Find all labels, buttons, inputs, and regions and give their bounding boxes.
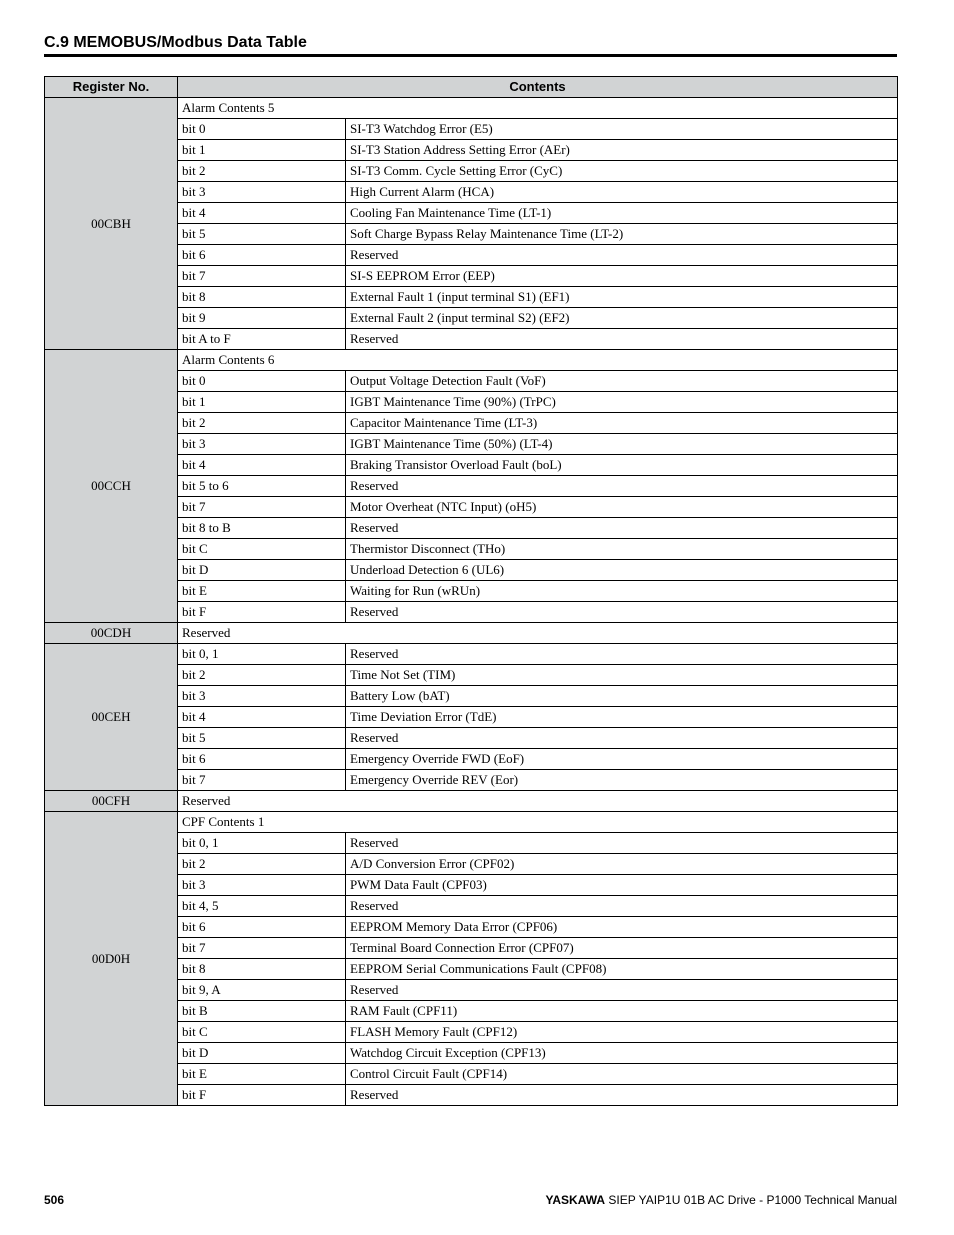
bit-cell: bit 7 xyxy=(178,938,346,959)
contents-cell: Reserved xyxy=(178,623,898,644)
bit-cell: bit 4 xyxy=(178,455,346,476)
description-cell: SI-S EEPROM Error (EEP) xyxy=(346,266,898,287)
bit-cell: bit 5 to 6 xyxy=(178,476,346,497)
description-cell: Reserved xyxy=(346,644,898,665)
description-cell: Emergency Override REV (Eor) xyxy=(346,770,898,791)
description-cell: A/D Conversion Error (CPF02) xyxy=(346,854,898,875)
bit-cell: bit 4, 5 xyxy=(178,896,346,917)
bit-cell: bit F xyxy=(178,602,346,623)
description-cell: Motor Overheat (NTC Input) (oH5) xyxy=(346,497,898,518)
group-title-row xyxy=(45,98,898,119)
bit-cell: bit 9, A xyxy=(178,980,346,1001)
bit-cell: bit C xyxy=(178,1022,346,1043)
description-cell: Emergency Override FWD (EoF) xyxy=(346,749,898,770)
bit-cell: bit 1 xyxy=(178,392,346,413)
bit-cell: bit 8 to B xyxy=(178,518,346,539)
bit-cell: bit F xyxy=(178,1085,346,1106)
description-cell: Time Not Set (TIM) xyxy=(346,665,898,686)
description-cell: Soft Charge Bypass Relay Maintenance Time (LT-2) xyxy=(346,224,898,245)
bit-cell: bit 5 xyxy=(178,224,346,245)
bit-cell: bit 2 xyxy=(178,161,346,182)
bit-cell: bit 8 xyxy=(178,959,346,980)
register-cell: 00CBH xyxy=(45,98,178,350)
register-column-header: Register No. xyxy=(45,77,178,98)
group-title-cell: CPF Contents 1 xyxy=(178,812,898,833)
table-body xyxy=(45,98,898,1106)
description-cell: IGBT Maintenance Time (50%) (LT-4) xyxy=(346,434,898,455)
description-cell: SI-T3 Station Address Setting Error (AEr) xyxy=(346,140,898,161)
table-header-row xyxy=(45,77,898,98)
description-cell: Braking Transistor Overload Fault (boL) xyxy=(346,455,898,476)
bit-cell: bit C xyxy=(178,539,346,560)
bit-cell: bit 3 xyxy=(178,434,346,455)
description-cell: Battery Low (bAT) xyxy=(346,686,898,707)
description-cell: Capacitor Maintenance Time (LT-3) xyxy=(346,413,898,434)
group-title-cell: Alarm Contents 5 xyxy=(178,98,898,119)
register-cell: 00CCH xyxy=(45,350,178,623)
description-cell: IGBT Maintenance Time (90%) (TrPC) xyxy=(346,392,898,413)
description-cell: Reserved xyxy=(346,896,898,917)
description-cell: High Current Alarm (HCA) xyxy=(346,182,898,203)
description-cell: FLASH Memory Fault (CPF12) xyxy=(346,1022,898,1043)
description-cell: Reserved xyxy=(346,518,898,539)
bit-cell: bit 9 xyxy=(178,308,346,329)
description-cell: EEPROM Serial Communications Fault (CPF08) xyxy=(346,959,898,980)
bit-cell: bit 4 xyxy=(178,203,346,224)
description-cell: Reserved xyxy=(346,245,898,266)
bit-cell: bit D xyxy=(178,1043,346,1064)
description-cell: Reserved xyxy=(346,1085,898,1106)
bit-cell: bit 1 xyxy=(178,140,346,161)
bit-cell: bit E xyxy=(178,581,346,602)
description-cell: Reserved xyxy=(346,602,898,623)
bit-cell: bit 3 xyxy=(178,875,346,896)
bit-cell: bit 8 xyxy=(178,287,346,308)
bit-cell: bit 3 xyxy=(178,686,346,707)
page-title: C.9 MEMOBUS/Modbus Data Table xyxy=(44,34,307,51)
description-cell: SI-T3 Comm. Cycle Setting Error (CyC) xyxy=(346,161,898,182)
bit-cell: bit 4 xyxy=(178,707,346,728)
bit-cell: bit 0, 1 xyxy=(178,833,346,854)
group-title-cell: Alarm Contents 6 xyxy=(178,350,898,371)
brand-name: YASKAWA xyxy=(545,1193,606,1207)
bit-cell: bit D xyxy=(178,560,346,581)
bit-cell: bit 7 xyxy=(178,770,346,791)
bit-cell: bit 2 xyxy=(178,854,346,875)
bit-cell: bit 0 xyxy=(178,119,346,140)
manual-title: SIEP YAIP1U 01B AC Drive - P1000 Technical Manual xyxy=(605,1193,897,1207)
description-cell: PWM Data Fault (CPF03) xyxy=(346,875,898,896)
description-cell: Output Voltage Detection Fault (VoF) xyxy=(346,371,898,392)
manual-footer xyxy=(545,1193,897,1207)
description-cell: External Fault 2 (input terminal S2) (EF2) xyxy=(346,308,898,329)
description-cell: Thermistor Disconnect (THo) xyxy=(346,539,898,560)
bit-cell: bit B xyxy=(178,1001,346,1022)
description-cell: Cooling Fan Maintenance Time (LT-1) xyxy=(346,203,898,224)
table-row xyxy=(45,791,898,812)
description-cell: Reserved xyxy=(346,833,898,854)
bit-cell: bit E xyxy=(178,1064,346,1085)
description-cell: Reserved xyxy=(346,980,898,1001)
description-cell: Terminal Board Connection Error (CPF07) xyxy=(346,938,898,959)
table-row xyxy=(45,623,898,644)
table-row xyxy=(45,644,898,665)
register-cell: 00CEH xyxy=(45,644,178,791)
description-cell: Time Deviation Error (TdE) xyxy=(346,707,898,728)
bit-cell: bit 5 xyxy=(178,728,346,749)
bit-cell: bit 7 xyxy=(178,497,346,518)
description-cell: SI-T3 Watchdog Error (E5) xyxy=(346,119,898,140)
bit-cell: bit 6 xyxy=(178,245,346,266)
bit-cell: bit 0, 1 xyxy=(178,644,346,665)
description-cell: EEPROM Memory Data Error (CPF06) xyxy=(346,917,898,938)
description-cell: Reserved xyxy=(346,728,898,749)
bit-cell: bit 6 xyxy=(178,917,346,938)
register-cell: 00CDH xyxy=(45,623,178,644)
title-divider xyxy=(44,54,897,57)
description-cell: Reserved xyxy=(346,329,898,350)
bit-cell: bit 6 xyxy=(178,749,346,770)
contents-cell: Reserved xyxy=(178,791,898,812)
description-cell: Control Circuit Fault (CPF14) xyxy=(346,1064,898,1085)
description-cell: Watchdog Circuit Exception (CPF13) xyxy=(346,1043,898,1064)
description-cell: External Fault 1 (input terminal S1) (EF1) xyxy=(346,287,898,308)
bit-cell: bit 3 xyxy=(178,182,346,203)
description-cell: Reserved xyxy=(346,476,898,497)
group-title-row xyxy=(45,812,898,833)
register-cell: 00D0H xyxy=(45,812,178,1106)
bit-cell: bit A to F xyxy=(178,329,346,350)
memobus-data-table xyxy=(44,76,898,1106)
bit-cell: bit 7 xyxy=(178,266,346,287)
bit-cell: bit 0 xyxy=(178,371,346,392)
description-cell: RAM Fault (CPF11) xyxy=(346,1001,898,1022)
description-cell: Waiting for Run (wRUn) xyxy=(346,581,898,602)
page-number: 506 xyxy=(44,1193,65,1207)
description-cell: Underload Detection 6 (UL6) xyxy=(346,560,898,581)
bit-cell: bit 2 xyxy=(178,665,346,686)
bit-cell: bit 2 xyxy=(178,413,346,434)
contents-column-header: Contents xyxy=(178,77,898,98)
group-title-row xyxy=(45,350,898,371)
register-cell: 00CFH xyxy=(45,791,178,812)
